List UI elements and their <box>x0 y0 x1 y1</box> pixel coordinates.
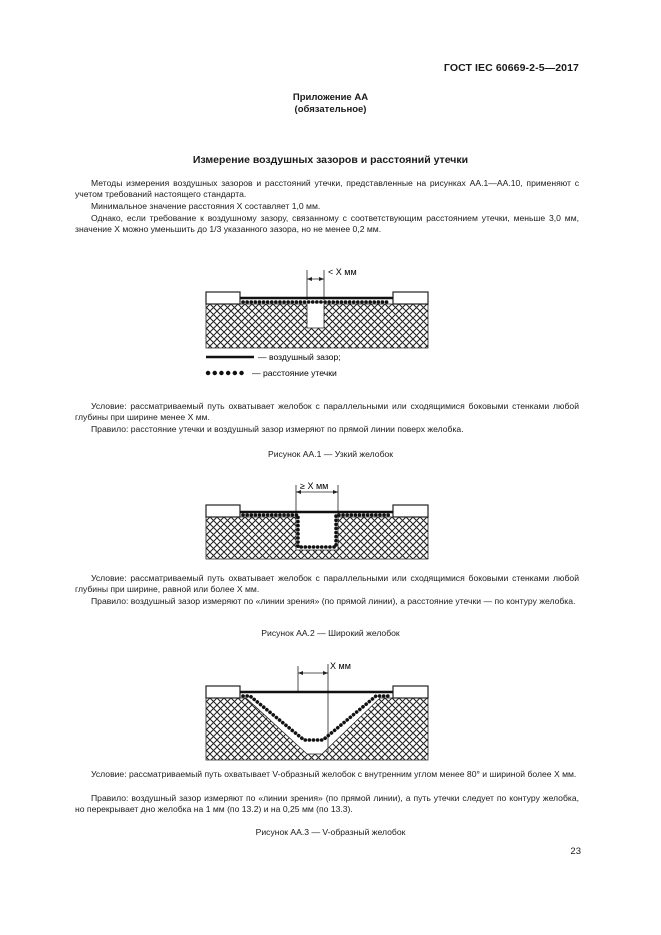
legend-clearance-label: — воздушный зазор; <box>258 352 341 362</box>
section-title: Измерение воздушных зазоров и расстояний утечки <box>192 154 469 166</box>
fig1-rule: Правило: расстояние утечки и воздушный зазор измеряют по прямой линии поверх желобка. <box>91 424 464 434</box>
annex-status: (обязательное) <box>294 104 367 115</box>
fig2-substrate <box>206 517 428 559</box>
legend-creepage-label: — расстояние утечки <box>252 368 337 378</box>
fig3-left-conductor <box>206 686 240 698</box>
figure-aa2-diagram <box>0 475 661 565</box>
figure-aa1-diagram <box>0 262 661 382</box>
fig1-right-conductor <box>393 292 428 304</box>
fig1-caption: Рисунок АА.1 — Узкий желобок <box>267 449 394 459</box>
fig2-dimension-label: ≥ X мм <box>300 481 329 491</box>
fig1-dimension-label: < X мм <box>328 267 357 277</box>
fig2-rule: Правило: воздушный зазор измеряют по «линии зрения» (по прямой линии), а расстояние утечки — по контуру желобка. <box>91 596 576 606</box>
fig2-right-conductor <box>393 505 428 517</box>
fig2-caption: Рисунок АА.2 — Широкий желобок <box>261 628 400 638</box>
fig3-rule: Правило: воздушный зазор измеряют по «линии зрения» (по прямой линии), а путь утечки следует по контуру желобка, но перекрывает дно желобка на 1 мм (по 13.2) и на 0,25 мм (по 13.3). <box>75 793 579 815</box>
intro-paragraph-2: Минимальное значение расстояния X составляет 1,0 мм. <box>91 201 321 211</box>
annex-heading <box>0 92 661 116</box>
page-number: 23 <box>570 846 581 857</box>
fig1-left-conductor <box>206 292 240 304</box>
legend <box>206 352 341 378</box>
annex-title: Приложение АА <box>292 92 369 103</box>
fig3-dimension-label: X мм <box>330 661 351 671</box>
fig2-left-conductor <box>206 505 240 517</box>
standard-number: ГОСТ IEC 60669-2-5—2017 <box>443 62 579 74</box>
fig3-caption: Рисунок АА.3 — V-образный желобок <box>255 827 406 837</box>
fig2-condition: Условие: рассматриваемый путь охватывает желобок с параллельными или сходящимися боковыми стенками любой глубины при ширине, равной или более X мм. <box>75 573 579 595</box>
fig3-condition: Условие: рассматриваемый путь охватывает V-образный желобок с внутренним углом менее 80° и шириной более X мм. <box>91 769 577 779</box>
fig1-substrate <box>206 304 428 348</box>
figure-aa3-diagram <box>0 656 661 761</box>
fig1-dimension <box>307 267 357 300</box>
fig3-substrate <box>206 698 428 760</box>
intro-paragraph-3: Однако, если требование к воздушному зазору, связанному с соответствующим расстоянием утечки, меньше 3,0 мм, значение X можно уменьшить до 1/3 указанного зазора, но не менее 0,2 мм. <box>75 213 579 235</box>
fig1-condition: Условие: рассматриваемый путь охватывает желобок с параллельными или сходящимися боковыми стенками любой глубины при ширине менее X мм. <box>75 401 579 423</box>
fig3-right-conductor <box>393 686 428 698</box>
intro-paragraph-1: Методы измерения воздушных зазоров и расстояний утечки, представленные на рисунках АА.1—АА.10, применяют с учетом требований настоящего стандарта. <box>75 178 579 200</box>
